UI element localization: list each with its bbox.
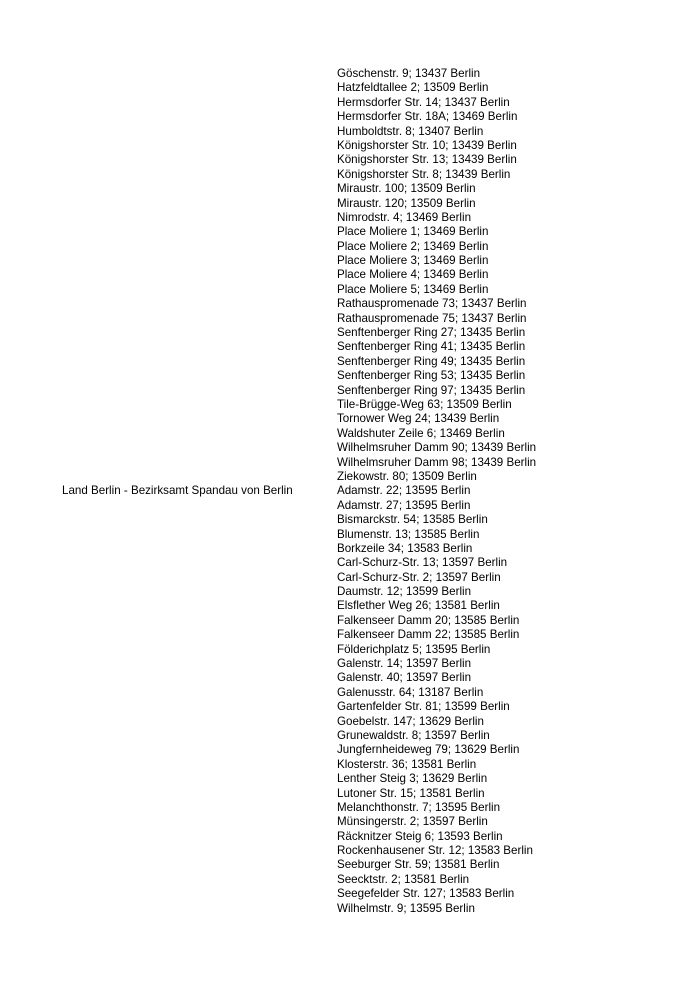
address-item: Falkenseer Damm 20; 13585 Berlin: [337, 613, 520, 627]
address-item: Tornower Weg 24; 13439 Berlin: [337, 412, 500, 426]
address-item: Ziekowstr. 80; 13509 Berlin: [337, 469, 477, 483]
address-item: Königshorster Str. 8; 13439 Berlin: [337, 167, 511, 181]
address-item: Place Moliere 4; 13469 Berlin: [337, 268, 489, 282]
address-item: Seegefelder Str. 127; 13583 Berlin: [337, 887, 515, 901]
address-item: Rockenhausener Str. 12; 13583 Berlin: [337, 844, 533, 858]
address-item: Senftenberger Ring 41; 13435 Berlin: [337, 340, 526, 354]
address-item: Miraustr. 100; 13509 Berlin: [337, 182, 476, 196]
address-item: Place Moliere 5; 13469 Berlin: [337, 282, 489, 296]
address-item: Senftenberger Ring 53; 13435 Berlin: [337, 369, 526, 383]
owner-label: Land Berlin - Bezirksamt Spandau von Berlin: [62, 484, 293, 497]
address-item: Place Moliere 3; 13469 Berlin: [337, 254, 489, 268]
address-item: Hermsdorfer Str. 18A; 13469 Berlin: [337, 110, 518, 124]
address-item: Hermsdorfer Str. 14; 13437 Berlin: [337, 95, 510, 109]
address-item: Klosterstr. 36; 13581 Berlin: [337, 757, 477, 771]
address-item: Adamstr. 22; 13595 Berlin: [337, 484, 471, 498]
address-item: Nimrodstr. 4; 13469 Berlin: [337, 210, 472, 224]
address-item: Senftenberger Ring 97; 13435 Berlin: [337, 383, 526, 397]
address-item: Daumstr. 12; 13599 Berlin: [337, 585, 472, 599]
address-item: Räcknitzer Steig 6; 13593 Berlin: [337, 829, 503, 843]
address-item: Rathauspromenade 75; 13437 Berlin: [337, 311, 527, 325]
address-item: Königshorster Str. 10; 13439 Berlin: [337, 138, 517, 152]
address-item: Münsingerstr. 2; 13597 Berlin: [337, 815, 488, 829]
address-item: Gartenfelder Str. 81; 13599 Berlin: [337, 700, 510, 714]
address-item: Goebelstr. 147; 13629 Berlin: [337, 714, 484, 728]
address-item: Lenther Steig 3; 13629 Berlin: [337, 772, 488, 786]
address-item: Galenstr. 40; 13597 Berlin: [337, 671, 472, 685]
address-item: Blumenstr. 13; 13585 Berlin: [337, 527, 480, 541]
address-item: Lutoner Str. 15; 13581 Berlin: [337, 786, 485, 800]
address-item: Wilhelmsruher Damm 90; 13439 Berlin: [337, 441, 537, 455]
address-item: Rathauspromenade 73; 13437 Berlin: [337, 297, 527, 311]
address-item: Carl-Schurz-Str. 2; 13597 Berlin: [337, 570, 501, 584]
address-item: Galenusstr. 64; 13187 Berlin: [337, 685, 484, 699]
address-item: Jungfernheideweg 79; 13629 Berlin: [337, 743, 520, 757]
address-item: Bismarckstr. 54; 13585 Berlin: [337, 513, 488, 527]
address-item: Galenstr. 14; 13597 Berlin: [337, 657, 472, 671]
address-item: Grunewaldstr. 8; 13597 Berlin: [337, 728, 490, 742]
address-item: Senftenberger Ring 27; 13435 Berlin: [337, 326, 526, 340]
address-item: Borkzeile 34; 13583 Berlin: [337, 541, 473, 555]
address-item: Földerichplatz 5; 13595 Berlin: [337, 642, 491, 656]
address-item: Falkenseer Damm 22; 13585 Berlin: [337, 628, 520, 642]
address-item: Seeburger Str. 59; 13581 Berlin: [337, 858, 500, 872]
address-item: Place Moliere 1; 13469 Berlin: [337, 225, 489, 239]
address-item: Carl-Schurz-Str. 13; 13597 Berlin: [337, 556, 508, 570]
address-item: Waldshuter Zeile 6; 13469 Berlin: [337, 426, 505, 440]
address-item: Wilhelmsruher Damm 98; 13439 Berlin: [337, 455, 537, 469]
address-item: Humboldtstr. 8; 13407 Berlin: [337, 124, 484, 138]
address-item: Göschenstr. 9; 13437 Berlin: [337, 67, 481, 80]
address-item: Place Moliere 2; 13469 Berlin: [337, 239, 489, 253]
address-item: Adamstr. 27; 13595 Berlin: [337, 498, 471, 512]
address-item: Hatzfeldtallee 2; 13509 Berlin: [337, 81, 489, 95]
address-item: Miraustr. 120; 13509 Berlin: [337, 196, 476, 210]
address-list: [337, 67, 536, 916]
address-item: Königshorster Str. 13; 13439 Berlin: [337, 153, 517, 167]
address-item: Wilhelmstr. 9; 13595 Berlin: [337, 901, 475, 915]
address-item: Tile-Brügge-Weg 63; 13509 Berlin: [337, 397, 512, 411]
address-item: Melanchthonstr. 7; 13595 Berlin: [337, 800, 501, 814]
address-item: Seecktstr. 2; 13581 Berlin: [337, 872, 470, 886]
address-item: Senftenberger Ring 49; 13435 Berlin: [337, 354, 526, 368]
address-item: Elsflether Weg 26; 13581 Berlin: [337, 599, 500, 613]
